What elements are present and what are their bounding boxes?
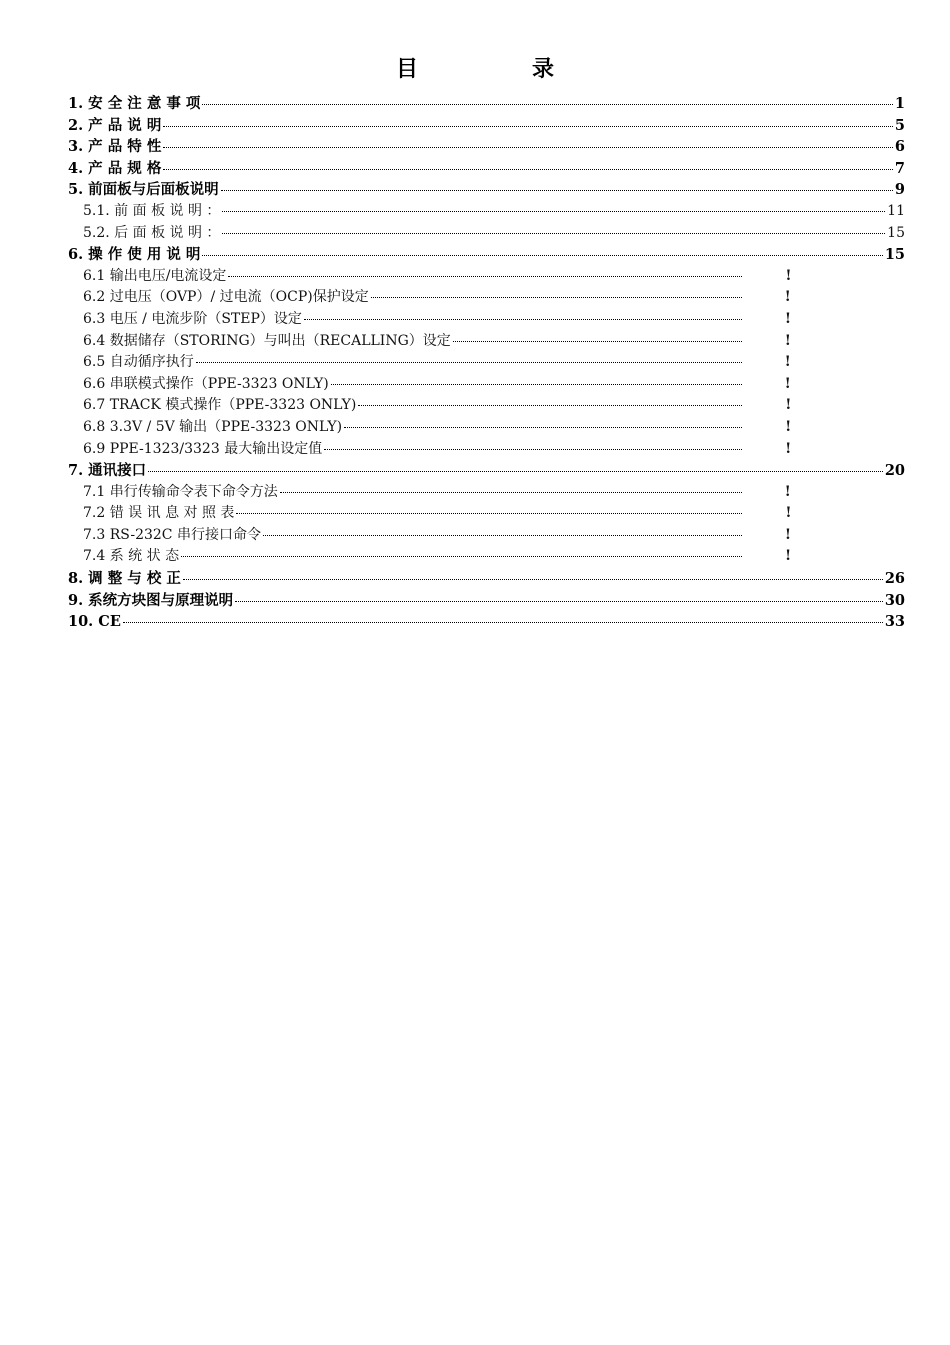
toc-entry-label: 6.9 PPE-1323/3323 最大输出设定值 — [83, 440, 323, 457]
toc-entry-page: 26 — [884, 570, 905, 588]
dot-leader — [196, 362, 742, 363]
toc-entry-label: 6.8 3.3V / 5V 输出（PPE-3323 ONLY) — [83, 418, 343, 435]
dot-leader — [202, 255, 882, 256]
toc-entry-label: 9. 系统方块图与原理说明 — [68, 591, 234, 609]
toc-entry-page: ! — [784, 310, 791, 327]
toc-entry[interactable] — [68, 115, 905, 137]
dot-leader — [236, 513, 742, 514]
toc-entry-label: 7.2 错 误 讯 息 对 照 表 — [83, 505, 235, 522]
dot-leader — [331, 384, 742, 385]
toc-entry-label: 5.1. 前 面 板 说 明 ： — [83, 202, 221, 219]
toc-entry-page: 5 — [894, 116, 905, 134]
toc-entry[interactable] — [68, 179, 905, 201]
toc-entry[interactable] — [68, 503, 905, 525]
toc-entry[interactable] — [68, 525, 905, 547]
toc-entry[interactable] — [68, 590, 905, 612]
toc-entry[interactable] — [68, 201, 905, 223]
toc-entry-label: 6.4 数据储存（STORING）与叫出（RECALLING）设定 — [83, 332, 451, 349]
dot-leader — [358, 405, 742, 406]
toc-entry-label: 3. 产 品 特 性 — [68, 138, 162, 156]
toc-entry[interactable] — [68, 460, 905, 482]
dot-leader — [228, 276, 742, 277]
dot-leader — [163, 169, 893, 170]
toc-entry-label: 6.5 自动循序执行 — [83, 354, 194, 371]
toc-entry-label: 5. 前面板与后面板说明 — [68, 181, 219, 199]
dot-leader — [163, 147, 893, 148]
toc-entry-label: 6.2 过电压（OVP）/ 过电流（OCP)保护设定 — [83, 289, 369, 306]
toc-entry-label: 4. 产 品 规 格 — [68, 159, 162, 177]
toc-entry-page: ! — [784, 332, 791, 349]
toc-entry[interactable] — [68, 352, 905, 374]
toc-entry-label: 5.2. 后 面 板 说 明 ： — [83, 224, 221, 241]
toc-entry-page: ! — [785, 440, 792, 457]
toc-entry[interactable] — [68, 417, 905, 439]
toc-entry-label: 7.3 RS-232C 串行接口命令 — [83, 526, 261, 543]
dot-leader — [181, 556, 742, 557]
dot-leader — [263, 535, 742, 536]
dot-leader — [221, 190, 893, 191]
toc-entry-label: 6.7 TRACK 模式操作（PPE-3323 ONLY) — [83, 397, 357, 414]
toc-entry[interactable] — [68, 482, 905, 504]
toc-entry-label: 8. 调 整 与 校 正 — [68, 570, 181, 588]
toc-entry-label: 6. 操 作 使 用 说 明 — [68, 246, 201, 264]
toc-entry-page: 6 — [894, 138, 905, 156]
toc-entry[interactable] — [68, 611, 905, 633]
toc-entry-label: 7.1 串行传输命令表下命令方法 — [83, 483, 278, 500]
page-title: 目 录 — [395, 56, 600, 82]
toc-entry-page: ! — [785, 548, 792, 565]
toc-entry[interactable] — [68, 223, 905, 245]
dot-leader — [235, 601, 883, 602]
toc-entry-page: 15 — [884, 246, 905, 264]
toc-entry[interactable] — [68, 546, 905, 568]
toc-entry[interactable] — [68, 395, 905, 417]
toc-entry-page: 15 — [887, 224, 905, 241]
dot-leader — [202, 104, 892, 105]
toc-entry-page: 7 — [894, 159, 905, 177]
toc-entry-page: 33 — [884, 613, 905, 631]
toc-entry-label: 7. 通讯接口 — [68, 462, 147, 480]
dot-leader — [148, 471, 883, 472]
toc-entry[interactable] — [68, 93, 905, 115]
toc-entry-label: 6.6 串联模式操作（PPE-3323 ONLY) — [83, 375, 329, 392]
dot-leader — [123, 622, 883, 623]
toc-entry-page: ! — [785, 397, 792, 414]
toc-entry-label: 6.3 电压 / 电流步阶（STEP）设定 — [83, 310, 302, 327]
dot-leader — [280, 492, 742, 493]
toc-entry-page: ! — [784, 354, 791, 371]
toc-entry-page: 20 — [884, 462, 905, 480]
toc-entry-page: 11 — [887, 202, 905, 219]
toc-entry-label: 10. CE — [68, 613, 121, 631]
dot-leader — [163, 126, 893, 127]
toc-entry[interactable] — [68, 244, 905, 266]
toc-entry-label: 7.4 系 统 状 态 — [83, 548, 180, 565]
dot-leader — [304, 319, 742, 320]
toc-entry-label: 6.1 输出电压/电流设定 — [83, 267, 227, 284]
toc-entry[interactable] — [68, 331, 905, 353]
toc-entry-page: 9 — [894, 181, 905, 199]
toc-entry-page: ! — [785, 505, 792, 522]
dot-leader — [344, 427, 742, 428]
toc-entry[interactable] — [68, 287, 905, 309]
toc-entry[interactable] — [68, 158, 905, 180]
toc-entry[interactable] — [68, 439, 905, 461]
toc-entry-page: ! — [784, 526, 792, 543]
dot-leader — [371, 297, 742, 298]
toc-entry[interactable] — [68, 266, 905, 288]
toc-entry-page: ! — [784, 375, 791, 392]
dot-leader — [453, 341, 742, 342]
dot-leader — [222, 211, 885, 212]
toc-entry-page: ! — [784, 483, 791, 500]
toc-entry[interactable] — [68, 136, 905, 158]
table-of-contents — [68, 93, 905, 633]
toc-entry-label: 1. 安 全 注 意 事 项 — [68, 95, 201, 112]
toc-entry[interactable] — [68, 309, 905, 331]
toc-entry-page: 30 — [884, 591, 905, 609]
toc-entry-page: 1 — [894, 95, 905, 112]
toc-entry[interactable] — [68, 374, 905, 396]
toc-entry[interactable] — [68, 568, 905, 590]
toc-entry-page: ! — [785, 418, 792, 435]
dot-leader — [222, 233, 885, 234]
toc-entry-page: ! — [785, 267, 792, 284]
dot-leader — [324, 449, 742, 450]
dot-leader — [183, 579, 883, 580]
toc-entry-page: ! — [784, 289, 791, 306]
toc-entry-label: 2. 产 品 说 明 — [68, 116, 162, 134]
